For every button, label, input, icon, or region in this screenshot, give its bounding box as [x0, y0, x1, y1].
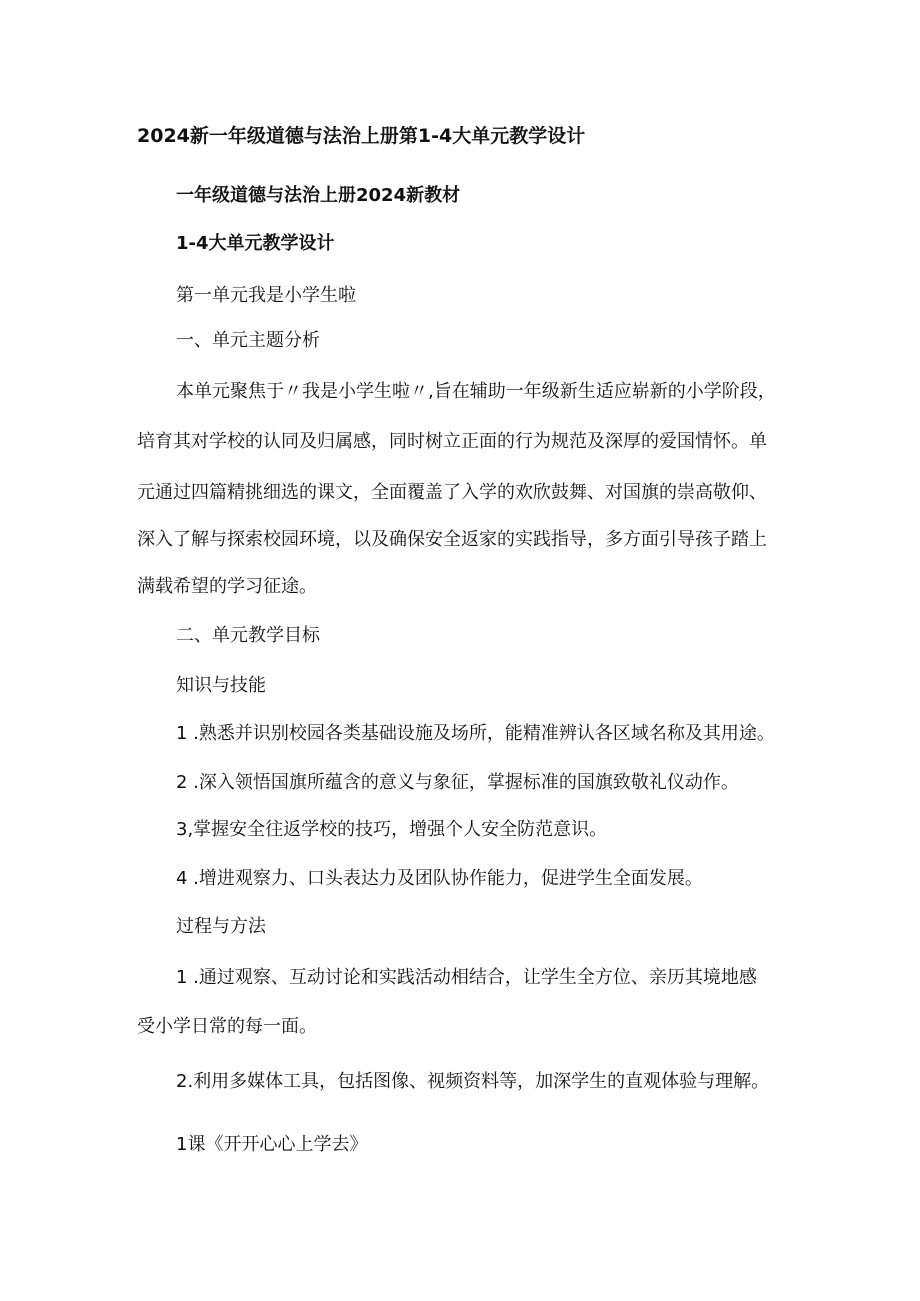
process-item-2: 2.利用多媒体工具，包括图像、视频资料等，加深学生的直观体验与理解。 [176, 1071, 770, 1092]
knowledge-item: 2 .深入领悟国旗所蕴含的意义与象征，掌握标准的国旗致敬礼仪动作。 [176, 772, 739, 793]
main-title: 2024新一年级道德与法治上册第1-4大单元教学设计 [137, 125, 586, 147]
paragraph-line: 本单元聚焦于〃我是小学生啦〃,旨在辅助一年级新生适应崭新的小学阶段， [176, 381, 776, 402]
lesson-title: 1课《开开心心上学去》 [176, 1134, 368, 1155]
paragraph-line: 培育其对学校的认同及归属感，同时树立正面的行为规范及深厚的爱国情怀。单 [137, 431, 767, 452]
paragraph-line: 深入了解与探索校园环境，以及确保安全返家的实践指导，多方面引导孩子踏上 [137, 529, 767, 550]
knowledge-item: 4 .增进观察力、口头表达力及团队协作能力，促进学生全面发展。 [176, 868, 703, 889]
process-heading: 过程与方法 [176, 916, 266, 937]
knowledge-heading: 知识与技能 [176, 675, 266, 696]
subtitle-textbook: 一年级道德与法治上册2024新教材 [176, 185, 461, 206]
unit-title: 第一单元我是小学生啦 [176, 285, 356, 306]
process-item-line: 1 .通过观察、互动讨论和实践活动相结合，让学生全方位、亲历其境地感 [176, 967, 757, 988]
paragraph-line: 元通过四篇精挑细选的课文，全面覆盖了入学的欢欣鼓舞、对国旗的崇高敬仰、 [137, 482, 767, 503]
section-1-heading: 一、单元主题分析 [176, 330, 320, 351]
process-item-line: 受小学日常的每一面。 [137, 1016, 317, 1037]
knowledge-item: 1 .熟悉并识别校园各类基础设施及场所，能精准辨认各区域名称及其用途。 [176, 723, 775, 744]
subtitle-unit-design: 1-4大单元教学设计 [176, 233, 335, 254]
knowledge-item: 3,掌握安全往返学校的技巧，增强个人安全防范意识。 [176, 819, 608, 840]
section-2-heading: 二、单元教学目标 [176, 625, 320, 646]
paragraph-line: 满载希望的学习征途。 [137, 576, 317, 597]
